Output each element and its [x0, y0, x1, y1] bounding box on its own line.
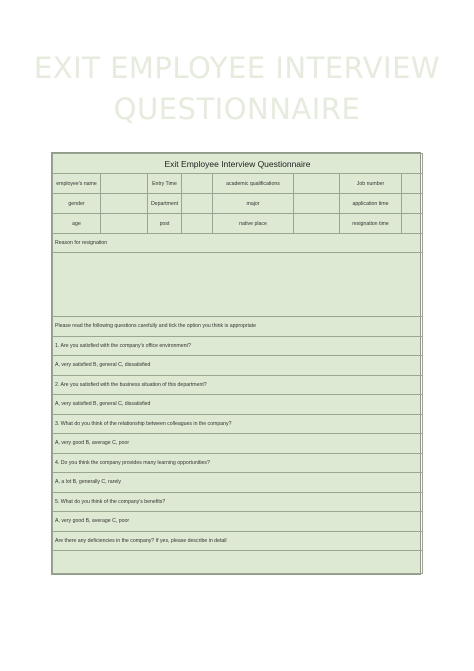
label-age: age	[53, 214, 101, 234]
label-entry-time: Entry Time	[148, 174, 182, 194]
label-native-place: native place	[213, 214, 294, 234]
answer-field-6[interactable]	[53, 551, 423, 574]
label-academic-qualifications: academic qualifications	[213, 174, 294, 194]
question-4: 4. Do you think the company provides many learning opportunities?	[53, 453, 423, 473]
label-gender: gender	[53, 194, 101, 214]
label-job-number: Job number	[340, 174, 402, 194]
question-6: Are there any deficiencies in the company? If yes, please describe in detail	[53, 531, 423, 551]
field-employee-name[interactable]	[101, 174, 148, 194]
answer-options-1[interactable]: A, very satisfied B, general C, dissatisfied	[53, 356, 423, 376]
info-row-3	[53, 214, 423, 234]
field-application-time[interactable]	[402, 194, 423, 214]
label-employee-name: employee's name	[53, 174, 101, 194]
page-title	[0, 48, 474, 130]
field-major[interactable]	[294, 194, 340, 214]
info-row-2	[53, 194, 423, 214]
question-5: 5. What do you think of the company's benefits?	[53, 492, 423, 512]
field-native-place[interactable]	[294, 214, 340, 234]
questionnaire-form	[51, 152, 421, 575]
label-resignation-time: resignation time	[340, 214, 402, 234]
field-department[interactable]	[182, 194, 213, 214]
reason-label: Reason for resignation	[53, 234, 423, 253]
answer-options-5[interactable]: A, very good B, average C, poor	[53, 512, 423, 532]
info-row-1	[53, 174, 423, 194]
label-post: post	[148, 214, 182, 234]
label-application-time: application time	[340, 194, 402, 214]
field-gender[interactable]	[101, 194, 148, 214]
answer-options-2[interactable]: A, very satisfied B, general C, dissatisfied	[53, 395, 423, 415]
form-table	[52, 153, 423, 574]
form-heading: Exit Employee Interview Questionnaire	[53, 154, 423, 174]
reason-field[interactable]	[53, 253, 423, 317]
label-department: Department	[148, 194, 182, 214]
page-title-line-1: EXIT EMPLOYEE INTERVIEW	[33, 51, 441, 85]
question-3: 3. What do you think of the relationship between colleagues in the company?	[53, 414, 423, 434]
answer-options-3[interactable]: A, very good B, average C, poor	[53, 434, 423, 454]
question-2: 2. Are you satisfied with the business situation of this department?	[53, 375, 423, 395]
label-major: major	[213, 194, 294, 214]
field-job-number[interactable]	[402, 174, 423, 194]
question-1: 1. Are you satisfied with the company's office environment?	[53, 336, 423, 356]
instruction-text: Please read the following questions carefully and tick the option you think is appropriate	[53, 317, 423, 337]
field-entry-time[interactable]	[182, 174, 213, 194]
field-post[interactable]	[182, 214, 213, 234]
field-academic-qualifications[interactable]	[294, 174, 340, 194]
field-age[interactable]	[101, 214, 148, 234]
page-title-line-2: QUESTIONNAIRE	[113, 92, 361, 126]
answer-options-4[interactable]: A, a lot B, generally C, rarely	[53, 473, 423, 493]
field-resignation-time[interactable]	[402, 214, 423, 234]
